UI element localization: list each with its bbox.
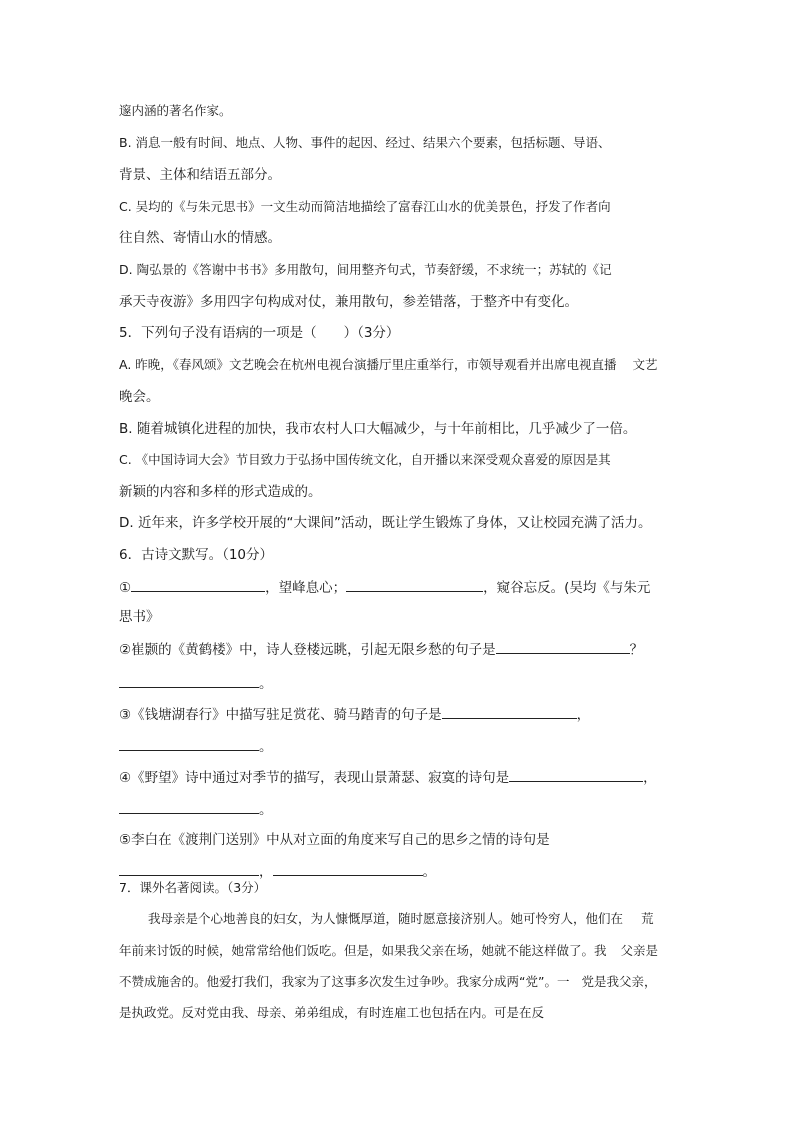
- text-segment: 。: [259, 676, 273, 692]
- answer-blank[interactable]: [119, 861, 259, 876]
- option-d-line: D. 陶弘景的《答谢中书书》多用散句，间用整齐句式，节奏舒缓，不求统一；苏轼的《记: [119, 262, 612, 277]
- text-segment: ，: [643, 770, 657, 786]
- question-7-title: 7．课外名著阅读。（3分）: [119, 880, 267, 895]
- option-b-line: B. 消息一般有时间、地点、人物、事件的起因、经过、结果六个要素，包括标题、导语、: [119, 135, 611, 150]
- passage-line: [119, 941, 658, 961]
- text-line: 邃内涵的著名作家。: [119, 103, 232, 118]
- answer-blank[interactable]: [119, 799, 259, 814]
- answer-blank[interactable]: [442, 704, 577, 719]
- passage-line: 是执政党。反对党由我、母亲、弟弟组成，有时连雇工也包括在内。可是在反: [119, 1005, 545, 1020]
- text-segment: ，窥谷忘反。(吴均《与朱元: [483, 580, 651, 596]
- text-line: 晚会。: [119, 389, 160, 405]
- fill-item-3: [119, 704, 590, 725]
- fill-item-2: [119, 639, 643, 660]
- text-segment: 年前来讨饭的时候，她常常给他们饭吃。但是，如果我父亲在场，她就不能这样做了。我: [119, 943, 607, 958]
- text-line: 承天寺夜游》多用四字句构成对仗，兼用散句，参差错落，于整齐中有变化。: [119, 294, 578, 310]
- text-segment: ，: [259, 864, 273, 880]
- option-d-line: D. 近年来，许多学校开展的“大课间”活动，既让学生锻炼了身体，又让校园充满了活力。: [119, 515, 652, 531]
- text-segment: 文艺: [632, 357, 658, 372]
- text-segment: ，望峰息心；: [265, 580, 347, 596]
- text-segment: ④《野望》诗中通过对季节的描写，表现山景萧瑟、寂寞的诗句是: [119, 770, 510, 786]
- passage-line: [119, 972, 656, 992]
- option-c-line: C. 《中国诗词大会》节目致力于弘扬中国传统文化，自开播以来深受观众喜爱的原因是其: [119, 452, 611, 467]
- text-line: 新颖的内容和多样的形式造成的。: [119, 484, 322, 500]
- option-c-line: C. 吴均的《与朱元思书》一文生动而简洁地描绘了富春江山水的优美景色，抒发了作者向: [119, 199, 611, 214]
- answer-blank[interactable]: [119, 736, 259, 751]
- answer-blank[interactable]: [119, 673, 259, 688]
- answer-blank[interactable]: [346, 577, 483, 592]
- text-segment: 。: [259, 802, 273, 818]
- answer-blank[interactable]: [273, 861, 423, 876]
- answer-blank[interactable]: [496, 639, 630, 654]
- answer-blank[interactable]: [131, 577, 265, 592]
- fill-item-3-cont: [119, 736, 273, 757]
- fill-item-2-cont: [119, 673, 273, 694]
- question-5-title: 5．下列句子没有语病的一项是（ ）（3分）: [119, 325, 400, 341]
- text-segment: ，: [576, 707, 591, 723]
- text-segment: 荒: [641, 911, 654, 926]
- answer-blank[interactable]: [509, 767, 643, 782]
- item-number: ①: [119, 580, 132, 596]
- fill-item-1: [119, 577, 650, 598]
- fill-item-4-cont: [119, 799, 273, 820]
- text-segment: 父亲是: [620, 943, 659, 958]
- fill-item-5: ⑤李白在《渡荆门送别》中从对立面的角度来写自己的思乡之情的诗句是: [119, 832, 550, 848]
- text-segment: 不赞成施舍的。他爱打我们，我家为了这事多次发生过争吵。我家分成两“党”。一: [119, 974, 570, 989]
- text-segment: ③《钱塘湖春行》中描写驻足赏花、骑马踏青的句子是: [119, 707, 442, 723]
- text-line: 背景、主体和结语五部分。: [119, 167, 281, 183]
- fill-item-4: [119, 767, 657, 788]
- text-segment: 我母亲是个心地善良的妇女，为人慷慨厚道，随时愿意接济别人。她可怜穷人，他们在: [148, 911, 624, 926]
- text-segment: 党是我父亲，: [581, 974, 657, 989]
- text-segment: ②崔颢的《黄鹤楼》中，诗人登楼远眺，引起无限乡愁的句子是: [119, 642, 496, 658]
- text-line: 思书》: [119, 609, 160, 625]
- option-a-line: [119, 355, 658, 375]
- text-line: 往自然、寄情山水的情感。: [119, 230, 281, 246]
- text-segment: ？: [629, 642, 644, 658]
- text-segment: 。: [259, 739, 273, 755]
- text-segment: A. 昨晚，《春风颂》文艺晚会在杭州电视台演播厅里庄重举行，市领导观看并出席电视直播: [119, 357, 617, 372]
- text-segment: 。: [422, 864, 436, 880]
- question-6-title: 6．古诗文默写。（10分）: [119, 547, 274, 563]
- option-b-line: B. 随着城镇化进程的加快，我市农村人口大幅减少，与十年前相比，几乎减少了一倍。: [119, 421, 637, 437]
- passage-line: [148, 909, 654, 929]
